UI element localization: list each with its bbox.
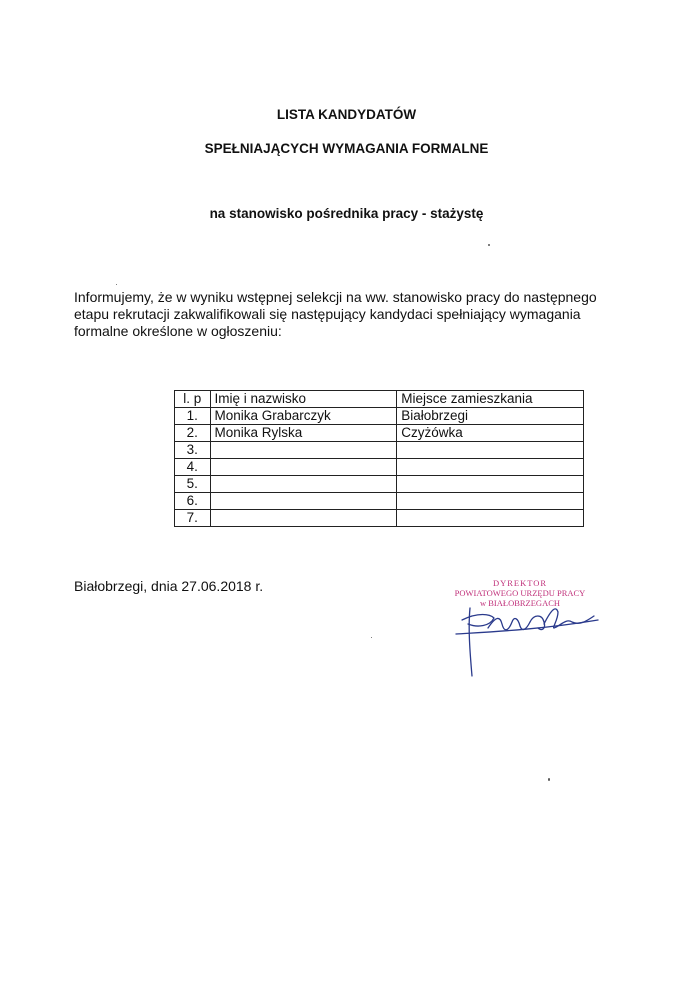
- candidates-table: [174, 390, 584, 527]
- table-row: [175, 459, 584, 476]
- place-and-date: Białobrzegi, dnia 27.06.2018 r.: [74, 578, 264, 594]
- cell-lp: 4.: [175, 459, 211, 476]
- stamp-line: POWIATOWEGO URZĘDU PRACY: [454, 588, 586, 598]
- cell-name: [210, 459, 397, 476]
- table-row: [175, 425, 584, 442]
- document-subtitle: na stanowisko pośrednika pracy - stażystę: [209, 206, 484, 221]
- cell-name: Monika Rylska: [210, 425, 397, 442]
- header-place: Miejsce zamieszkania: [397, 391, 584, 408]
- table-row: [175, 442, 584, 459]
- cell-name: Monika Grabarczyk: [210, 408, 397, 425]
- header-lp: l. p: [175, 391, 211, 408]
- cell-place: [397, 476, 584, 493]
- cell-name: [210, 510, 397, 527]
- cell-name: [210, 442, 397, 459]
- cell-lp: 3.: [175, 442, 211, 459]
- table-row: [175, 408, 584, 425]
- cell-place: [397, 442, 584, 459]
- cell-lp: 6.: [175, 493, 211, 510]
- scan-speck: [116, 284, 117, 285]
- cell-place: Czyżówka: [397, 425, 584, 442]
- stamp-line: DYREKTOR: [492, 578, 548, 588]
- table-header-row: [175, 391, 584, 408]
- handwritten-signature: [448, 598, 608, 688]
- table-row: [175, 493, 584, 510]
- table-row: [175, 476, 584, 493]
- header-name: Imię i nazwisko: [210, 391, 397, 408]
- cell-name: [210, 493, 397, 510]
- scan-speck: [371, 637, 372, 638]
- document-title: LISTA KANDYDATÓW: [276, 107, 417, 122]
- cell-name: [210, 476, 397, 493]
- intro-line: Informujemy, że w wyniku wstępnej selekcji na ww. stanowisko pracy do następnego: [74, 289, 597, 305]
- stamp-line: w BIAŁOBRZEGACH: [479, 598, 561, 608]
- cell-lp: 7.: [175, 510, 211, 527]
- cell-place: [397, 510, 584, 527]
- cell-lp: 2.: [175, 425, 211, 442]
- scan-speck: [488, 244, 490, 246]
- table-row: [175, 510, 584, 527]
- cell-lp: 5.: [175, 476, 211, 493]
- cell-place: [397, 493, 584, 510]
- cell-lp: 1.: [175, 408, 211, 425]
- intro-paragraph: [74, 289, 634, 340]
- cell-place: [397, 459, 584, 476]
- scan-speck: [548, 778, 550, 781]
- document-title-line2: SPEŁNIAJĄCYCH WYMAGANIA FORMALNE: [204, 141, 489, 156]
- intro-line: etapu rekrutacji zakwalifikowali się następujący kandydaci spełniający wymagania: [74, 306, 581, 322]
- cell-place: Białobrzegi: [397, 408, 584, 425]
- intro-line: formalne określone w ogłoszeniu:: [74, 323, 282, 339]
